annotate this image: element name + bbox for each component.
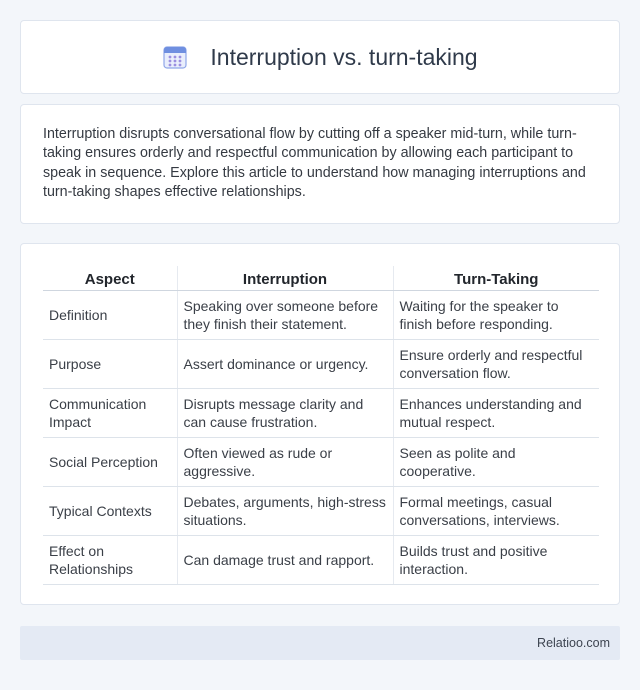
table-row	[43, 388, 599, 437]
table-cell-aspect: Definition	[43, 290, 177, 339]
intro-paragraph: Interruption disrupts conversational flow by cutting off a speaker mid-turn, while turn-taking ensures orderly and respectful communication by allowing each participant to speak in sequence. Explore this article to understand how managing interruptions and turn-taking shapes effective relationships.	[43, 126, 586, 201]
table-cell-aspect: Social Perception	[43, 437, 177, 486]
table-cell-interruption: Debates, arguments, high-stress situations.	[177, 486, 393, 535]
table-cell-aspect: Effect on Relationships	[43, 535, 177, 584]
table-cell-turn-taking: Waiting for the speaker to finish before responding.	[393, 290, 599, 339]
header	[162, 44, 477, 71]
table-row	[43, 486, 599, 535]
column-header-aspect: Aspect	[43, 266, 177, 290]
footer-site-link[interactable]: Relatioo.com	[537, 636, 610, 650]
table-cell-interruption: Speaking over someone before they finish their statement.	[177, 290, 393, 339]
table-row	[43, 339, 599, 388]
comparison-card	[20, 243, 620, 605]
table-header-row	[43, 266, 599, 290]
table-cell-turn-taking: Builds trust and positive interaction.	[393, 535, 599, 584]
table-row	[43, 535, 599, 584]
table-cell-interruption: Assert dominance or urgency.	[177, 339, 393, 388]
comparison-table	[43, 266, 599, 585]
table-cell-aspect: Purpose	[43, 339, 177, 388]
table-cell-interruption: Often viewed as rude or aggressive.	[177, 437, 393, 486]
table-cell-turn-taking: Seen as polite and cooperative.	[393, 437, 599, 486]
table-cell-interruption: Can damage trust and rapport.	[177, 535, 393, 584]
table-row	[43, 290, 599, 339]
column-header-interruption: Interruption	[177, 266, 393, 290]
column-header-turn-taking: Turn-Taking	[393, 266, 599, 290]
table-cell-aspect: Communication Impact	[43, 388, 177, 437]
table-cell-interruption: Disrupts message clarity and can cause frustration.	[177, 388, 393, 437]
intro-card	[20, 104, 620, 224]
table-cell-aspect: Typical Contexts	[43, 486, 177, 535]
calendar-icon	[162, 44, 188, 70]
page-title: Interruption vs. turn-taking	[210, 43, 478, 70]
table-cell-turn-taking: Ensure orderly and respectful conversation flow.	[393, 339, 599, 388]
table-row	[43, 437, 599, 486]
table-cell-turn-taking: Enhances understanding and mutual respect.	[393, 388, 599, 437]
header-card	[20, 20, 620, 94]
table-cell-turn-taking: Formal meetings, casual conversations, interviews.	[393, 486, 599, 535]
footer	[20, 626, 620, 660]
